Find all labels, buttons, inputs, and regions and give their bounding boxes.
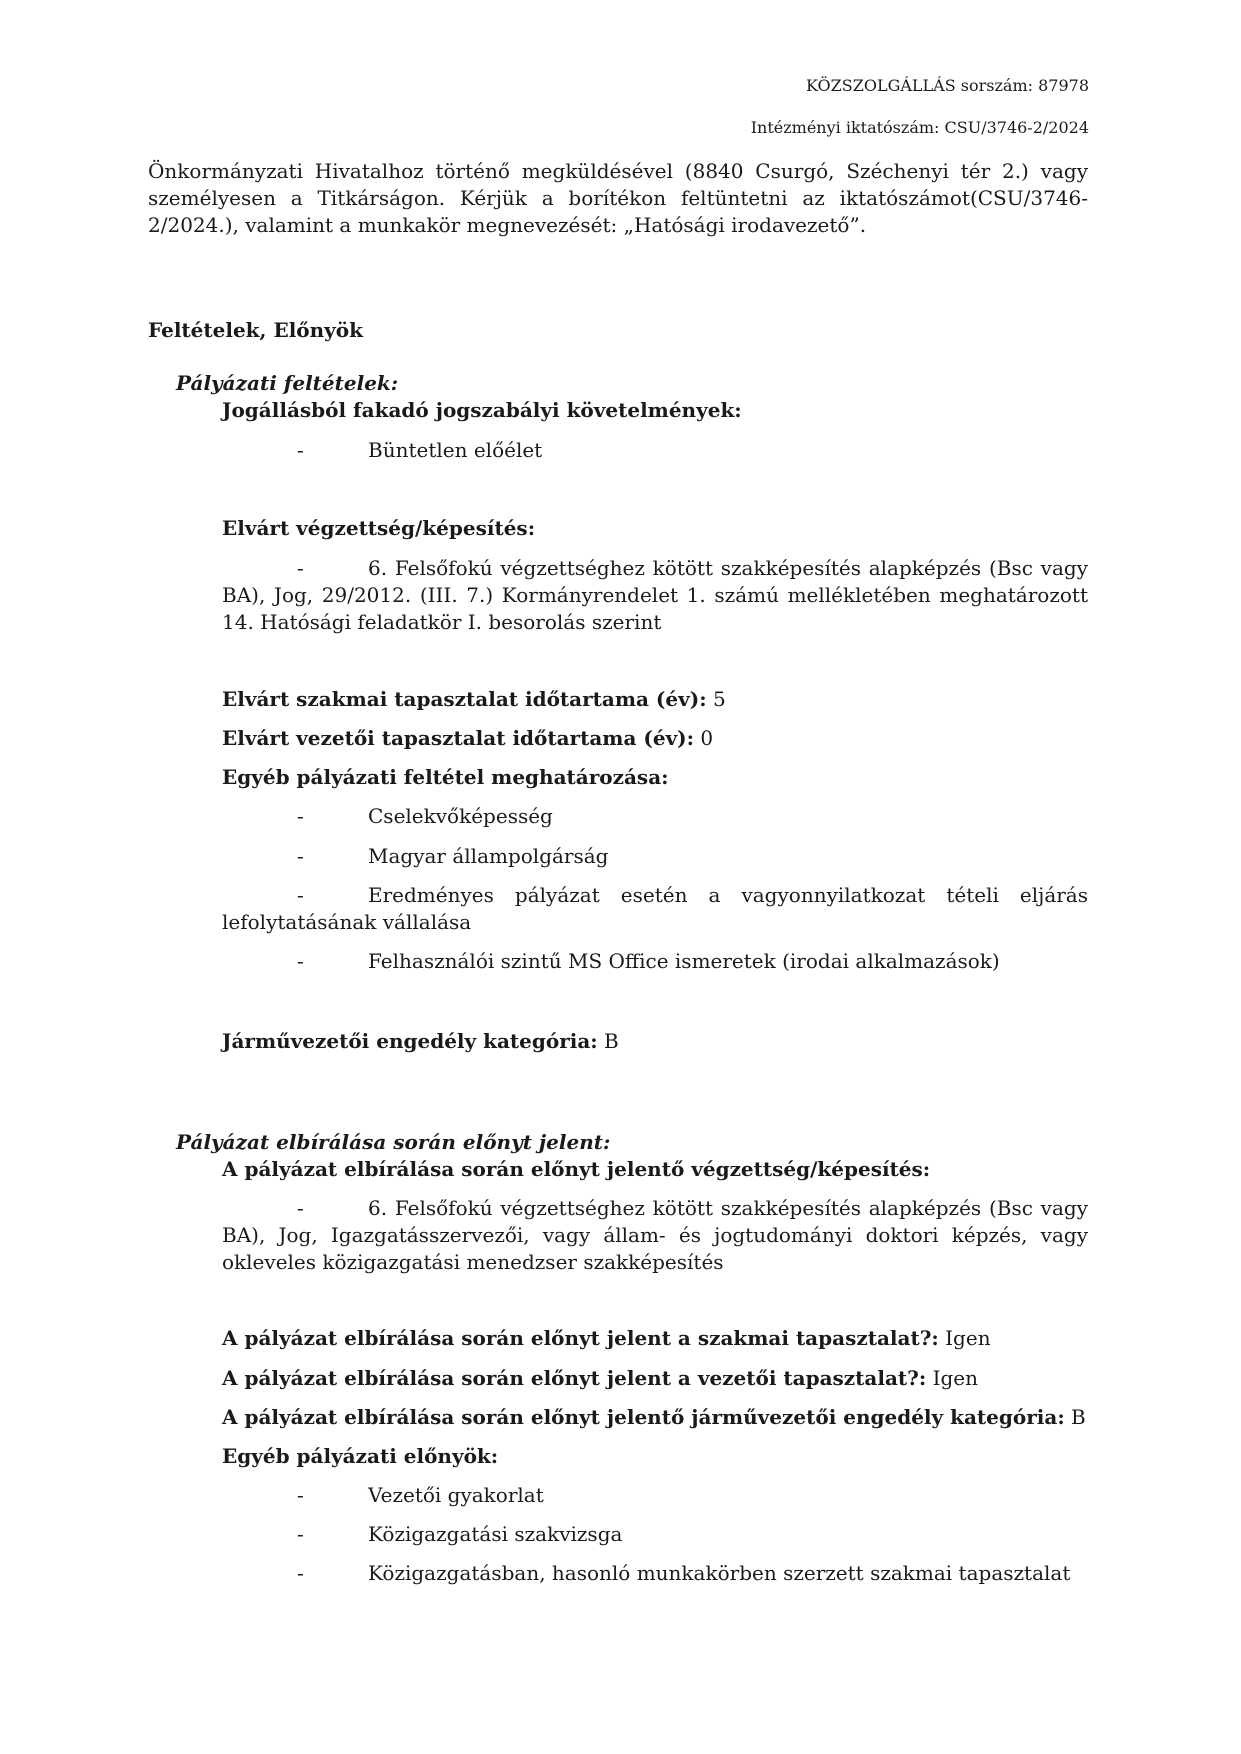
- driving-license-value: B: [597, 1029, 619, 1053]
- legal-requirements-label: Jogállásból fakadó jogszabályi követelmények:: [222, 398, 742, 422]
- advantages-title: Pályázat elbírálása során előnyt jelent:: [176, 1130, 611, 1154]
- list-dash: -: [297, 1522, 304, 1546]
- list-item: [222, 437, 1088, 464]
- preferred-professional-experience-value: Igen: [938, 1326, 991, 1350]
- required-education-item: [222, 555, 1088, 636]
- preferred-leadership-experience-value: Igen: [926, 1366, 979, 1390]
- list-dash: -: [297, 1196, 304, 1220]
- other-conditions-label: Egyéb pályázati feltétel meghatározása:: [222, 765, 669, 789]
- list-item-text: Cselekvőképesség: [368, 804, 553, 828]
- leadership-experience-value: 0: [694, 726, 714, 750]
- list-dash: -: [297, 556, 304, 580]
- list-item-text: Közigazgatásban, hasonló munkakörben szerzett szakmai tapasztalat: [368, 1561, 1071, 1585]
- list-dash: -: [297, 1561, 304, 1585]
- preferred-driving-license-row: A pályázat elbírálása során előnyt jelentő járművezetői engedély kategória: B: [222, 1405, 1086, 1429]
- preferred-education-text: 6. Felsőfokú végzettséghez kötött szakképesítés alapképzés (Bsc vagy BA), Jog, Igazgatásszervezői, vagy állam- és jogtudományi doktori képzés, vagy okleveles közigazgatási menedzser szakképesítés: [222, 1196, 1088, 1274]
- professional-experience-row: Elvárt szakmai tapasztalat időtartama (év): 5: [222, 687, 726, 711]
- list-dash: -: [297, 804, 304, 828]
- header-filing-number: Intézményi iktatószám: CSU/3746-2/2024: [750, 118, 1089, 137]
- header-serial: KÖZSZOLGÁLLÁS sorszám: 87978: [806, 76, 1089, 95]
- list-item: [222, 948, 1088, 975]
- list-dash: -: [297, 1483, 304, 1507]
- professional-experience-value: 5: [706, 687, 726, 711]
- list-dash: -: [297, 949, 304, 973]
- list-item-text: Közigazgatási szakvizsga: [368, 1522, 623, 1546]
- list-item-text: Magyar állampolgárság: [368, 844, 609, 868]
- other-advantages-label: Egyéb pályázati előnyök:: [222, 1444, 499, 1468]
- required-education-label: Elvárt végzettség/képesítés:: [222, 516, 536, 540]
- list-item: [222, 882, 1088, 936]
- intro-paragraph: Önkormányzati Hivatalhoz történő megküldésével (8840 Csurgó, Széchenyi tér 2.) vagy személyesen a Titkárságon. Kérjük a borítékon feltüntetni az iktatószámot(CSU/3746-2/2024.), valamint a munkakör megnevezését: „Hatósági irodavezető”.: [148, 159, 1088, 237]
- section-title: Feltételek, Előnyök: [148, 318, 363, 342]
- required-education-text: 6. Felsőfokú végzettséghez kötött szakképesítés alapképzés (Bsc vagy BA), Jog, 29/2012. (III. 7.) Kormányrendelet 1. számú mellékletében meghatározott 14. Hatósági feladatkör I. besorolás szerint: [222, 556, 1088, 634]
- conditions-title: Pályázati feltételek:: [176, 371, 399, 395]
- preferred-leadership-experience-row: A pályázat elbírálása során előnyt jelent a vezetői tapasztalat?: Igen: [222, 1366, 979, 1390]
- leadership-experience-row: Elvárt vezetői tapasztalat időtartama (év): 0: [222, 726, 714, 750]
- list-item: [222, 803, 1088, 830]
- preferred-professional-experience-row: A pályázat elbírálása során előnyt jelent a szakmai tapasztalat?: Igen: [222, 1326, 991, 1350]
- preferred-education-item: [222, 1195, 1088, 1276]
- list-item-text: Eredményes pályázat esetén a vagyonnyilatkozat tételi eljárás lefolytatásának vállalása: [222, 883, 1088, 934]
- list-item: [222, 843, 1088, 870]
- list-dash: -: [297, 883, 304, 907]
- list-item: [222, 1560, 1088, 1587]
- list-item: [222, 1482, 1088, 1509]
- list-item-text: Büntetlen előélet: [368, 438, 543, 462]
- driving-license-row: Járművezetői engedély kategória: B: [222, 1029, 619, 1053]
- list-dash: -: [297, 438, 304, 462]
- preferred-driving-license-value: B: [1064, 1405, 1086, 1429]
- list-dash: -: [297, 844, 304, 868]
- list-item-text: Felhasználói szintű MS Office ismeretek (irodai alkalmazások): [368, 949, 1000, 973]
- preferred-education-label: A pályázat elbírálása során előnyt jelentő végzettség/képesítés:: [222, 1157, 931, 1181]
- list-item-text: Vezetői gyakorlat: [368, 1483, 544, 1507]
- list-item: [222, 1521, 1088, 1548]
